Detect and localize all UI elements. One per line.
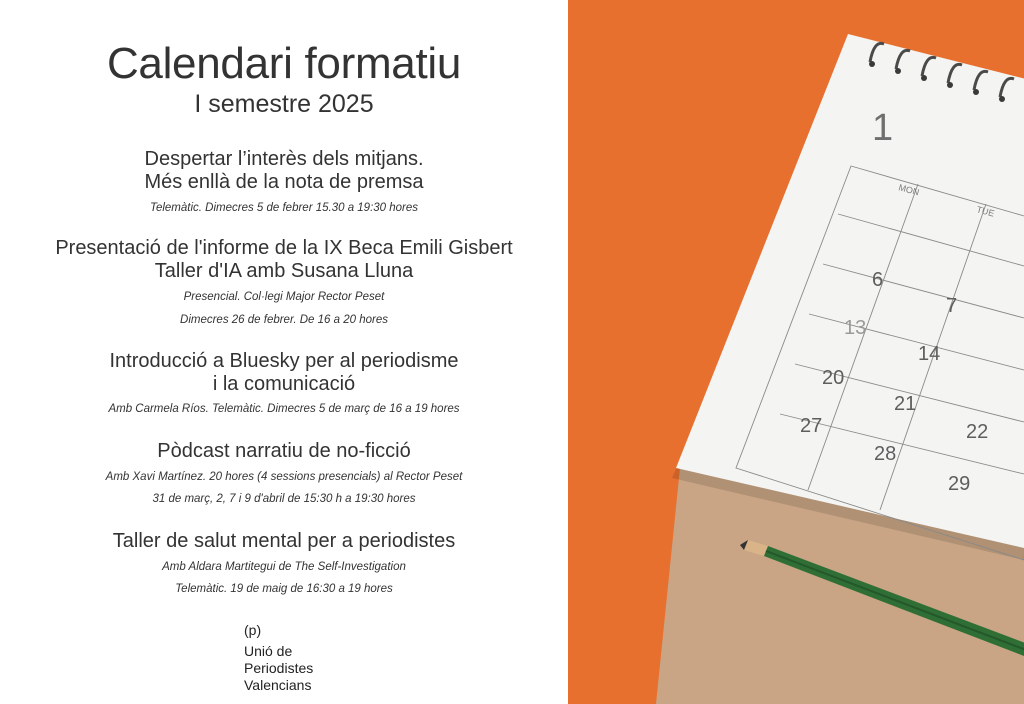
date-cell: 21 xyxy=(894,393,917,415)
event-detail: 31 de març, 2, 7 i 9 d'abril de 15:30 h a 19:30 hores xyxy=(152,493,416,505)
logo-mark: (p) xyxy=(244,622,262,638)
event-detail: Amb Carmela Ríos. Telemàtic. Dimecres 5 de març de 16 a 19 hores xyxy=(108,403,460,415)
logo-line: Valencians xyxy=(244,677,312,693)
event-title: Taller de salut mental per a periodistes xyxy=(112,530,456,552)
event-title: Més enllà de la nota de premsa xyxy=(144,171,424,193)
month-number: 1 xyxy=(872,107,894,149)
date-cell: 28 xyxy=(874,443,897,465)
date-cell: 22 xyxy=(966,421,989,443)
upv-logo xyxy=(244,622,313,694)
event-title: Despertar l’interès dels mitjans. xyxy=(144,148,424,170)
event-detail: Dimecres 26 de febrer. De 16 a 20 hores xyxy=(180,314,388,326)
event-title: Introducció a Bluesky per al periodisme xyxy=(109,350,459,372)
date-cell: 13 xyxy=(844,317,867,339)
event-detail: Amb Aldara Martitegui de The Self-Investigation xyxy=(162,561,406,573)
date-cell: 7 xyxy=(946,295,958,317)
weekday-label: TUE xyxy=(975,204,996,219)
event-detail: Amb Xavi Martínez. 20 hores (4 sessions presencials) al Rector Peset xyxy=(105,471,463,483)
date-cell: 20 xyxy=(822,367,845,389)
event-detail: Telemàtic. Dimecres 5 de febrer 15.30 a 19:30 hores xyxy=(149,202,419,214)
logo-line: Unió de xyxy=(244,643,293,659)
page-title: Calendari formatiu xyxy=(106,39,462,88)
calendar-photo xyxy=(568,0,1024,704)
event-title: Taller d'IA amb Susana Lluna xyxy=(154,260,414,282)
event-title: i la comunicació xyxy=(212,373,356,395)
event-detail: Presencial. Col·legi Major Rector Peset xyxy=(183,291,385,303)
calendar-illustration xyxy=(568,0,1024,704)
event-detail: Telemàtic. 19 de maig de 16:30 a 19 hores xyxy=(175,583,393,595)
date-cell: 14 xyxy=(918,343,941,365)
event-title: Pòdcast narratiu de no-ficció xyxy=(157,440,411,462)
date-cell: 6 xyxy=(872,269,884,291)
date-cell: 29 xyxy=(948,473,971,495)
weekday-label: MON xyxy=(897,182,921,198)
page-subtitle: I semestre 2025 xyxy=(194,90,374,118)
event-title: Presentació de l'informe de la IX Beca Emili Gisbert xyxy=(55,237,513,259)
date-cell: 27 xyxy=(800,415,823,437)
logo-line: Periodistes xyxy=(244,660,314,676)
